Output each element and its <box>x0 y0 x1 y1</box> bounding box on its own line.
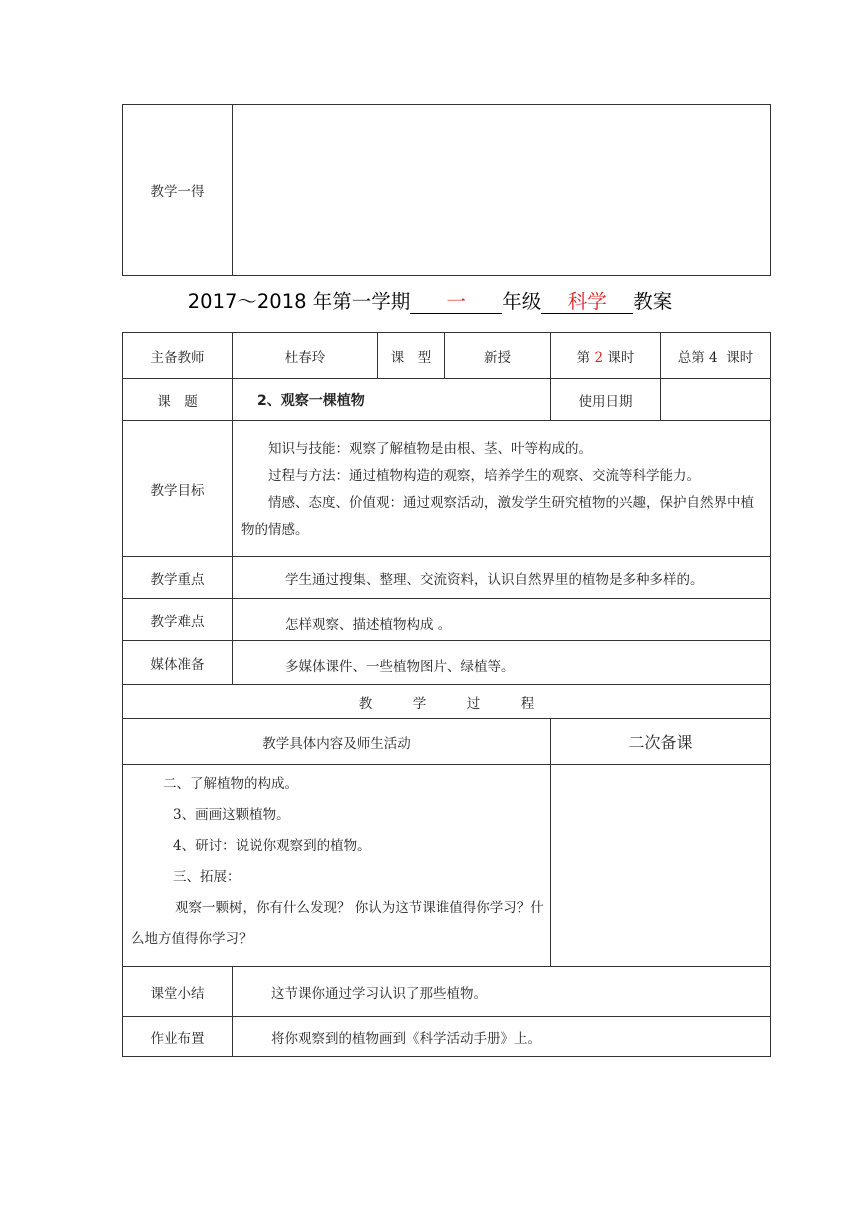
header-row <box>123 333 771 379</box>
process-heading-row <box>123 685 771 719</box>
process-line-5: 观察一颗树，你有什么发现？ 你认为这节课谁值得你学习？什么地方值得你学习？ <box>131 900 544 947</box>
total-post: 课时 <box>726 349 754 366</box>
process-line-4: 三、拓展： <box>173 869 241 885</box>
goals-row <box>123 421 771 557</box>
media-label: 媒体准备 <box>123 641 233 685</box>
title-subject: 科学 <box>541 291 633 314</box>
title-prefix: 2017～2018 年第一学期 <box>187 290 411 313</box>
goal-line-1: 知识与技能：观察了解植物是由根、茎、叶等构成的。 <box>268 440 592 457</box>
total-pre: 总第 <box>677 349 705 366</box>
total-lesson <box>661 333 771 379</box>
process-line-1: 二、了解植物的构成。 <box>163 776 298 792</box>
revision-header: 二次备课 <box>551 719 771 765</box>
type-value: 新授 <box>445 333 551 379</box>
title-grade-suffix: 年级 <box>502 290 542 313</box>
lesson-plan-table <box>122 332 771 1057</box>
summary-label: 课堂小结 <box>123 967 233 1017</box>
goals-label: 教学目标 <box>123 421 233 557</box>
media-row <box>123 641 771 685</box>
page-title <box>0 286 860 314</box>
process-line-2: 3、画画这颗植物。 <box>173 807 290 823</box>
goals-content <box>233 421 771 557</box>
type-label: 课 型 <box>378 333 445 379</box>
key-points-value: 学生通过搜集、整理、交流资料，认识自然界里的植物是多种多样的。 <box>233 557 771 599</box>
teacher-label: 主备教师 <box>123 333 233 379</box>
process-content-header: 教学具体内容及师生活动 <box>123 719 551 765</box>
homework-label: 作业布置 <box>123 1017 233 1057</box>
difficulties-label: 教学难点 <box>123 599 233 641</box>
homework-value: 将你观察到的植物画到《科学活动手册》上。 <box>233 1017 771 1057</box>
revision-content[interactable] <box>551 765 771 967</box>
process-header-row <box>123 719 771 765</box>
lesson-num: 2 <box>594 349 604 366</box>
teacher-name: 杜春玲 <box>233 333 378 379</box>
title-grade: 一 <box>410 291 502 314</box>
process-content <box>123 765 551 967</box>
topic-row <box>123 379 771 421</box>
difficulties-row <box>123 599 771 641</box>
goal-line-3: 情感、态度、价值观：通过观察活动，激发学生研究植物的兴趣，保护自然界中植物的情感。 <box>241 494 754 538</box>
process-body-row <box>123 765 771 967</box>
process-heading: 教 学 过 程 <box>123 685 771 719</box>
homework-row <box>123 1017 771 1057</box>
reflection-content[interactable] <box>233 105 771 276</box>
media-value: 多媒体课件、一些植物图片、绿植等。 <box>233 641 771 685</box>
total-num: 4 <box>709 349 718 366</box>
key-points-row <box>123 557 771 599</box>
date-label: 使用日期 <box>551 379 661 421</box>
lesson-number <box>551 333 661 379</box>
key-points-label: 教学重点 <box>123 557 233 599</box>
title-suffix: 教案 <box>633 290 673 313</box>
reflection-label: 教学一得 <box>123 105 233 276</box>
summary-value: 这节课你通过学习认识了那些植物。 <box>233 967 771 1017</box>
date-value[interactable] <box>661 379 771 421</box>
goal-line-2: 过程与方法：通过植物构造的观察，培养学生的观察、交流等科学能力。 <box>268 467 700 484</box>
difficulties-value: 怎样观察、描述植物构成 。 <box>233 599 771 641</box>
reflection-table <box>122 104 771 276</box>
lesson-post: 课时 <box>607 349 635 366</box>
summary-row <box>123 967 771 1017</box>
process-line-3: 4、研讨：说说你观察到的植物。 <box>173 838 371 854</box>
topic-label: 课 题 <box>123 379 233 421</box>
topic-value: 2、观察一棵植物 <box>233 379 551 421</box>
lesson-pre: 第 <box>576 349 591 366</box>
